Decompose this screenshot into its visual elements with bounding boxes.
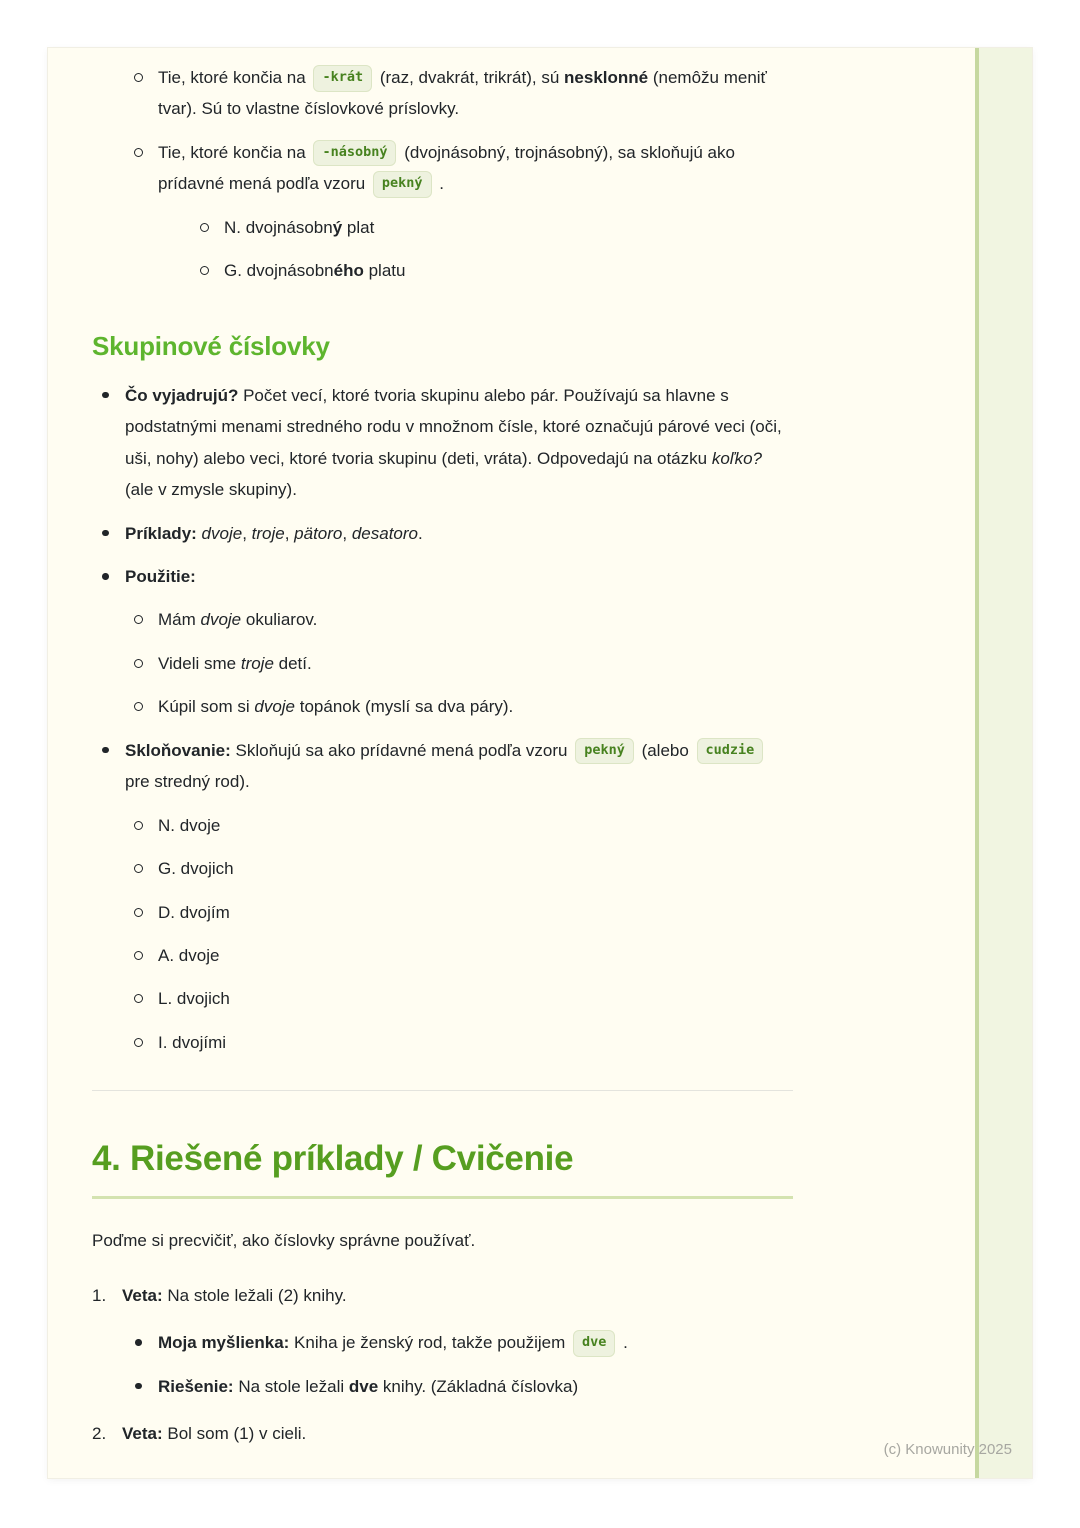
text-run: ý — [332, 217, 343, 237]
list-item — [125, 983, 793, 1014]
decorative-margin-strip — [975, 48, 1032, 1478]
text-run: dve — [348, 1376, 379, 1396]
text-run: platu — [363, 261, 406, 281]
text-run: Skloňovanie: — [125, 740, 231, 760]
exercise-intro-paragraph — [92, 1225, 793, 1256]
text-run: , — [284, 523, 295, 543]
text-run: okuliarov. — [241, 610, 318, 630]
inline-code-badge: dve — [573, 1330, 615, 1357]
list-item-text — [125, 567, 196, 586]
usage-sublist — [125, 604, 793, 722]
list-item — [125, 810, 793, 841]
text-run: nesklonné — [564, 68, 649, 87]
text-run: Čo vyjadrujú? — [125, 385, 239, 405]
list-item — [125, 1371, 793, 1402]
list-item — [125, 940, 793, 971]
text-run: desatoro — [351, 523, 418, 543]
text-run: Počet vecí, ktoré tvoria skupinu alebo pár. Používajú sa hlavne s podstatnými menami stredného rodu v množnom čísle, ktoré označujú párové veci (oči, uši, nohy) alebo veci, ktoré tvoria skupinu (deti, vráta). Odpovedajú na otázku — [125, 385, 782, 468]
inline-code-badge: -krát — [313, 65, 372, 92]
list-item — [92, 561, 793, 723]
inline-code-badge: pekný — [575, 738, 634, 765]
text-run: ého — [333, 261, 364, 281]
document-page — [48, 48, 1032, 1478]
copyright-watermark: (c) Knowunity 2025 — [883, 1441, 1012, 1458]
text-run: Tie, ktoré končia na — [158, 68, 311, 87]
list-number: 1. — [92, 1285, 107, 1305]
text-run: pre stredný rod). — [125, 772, 250, 792]
text-run: Na stole ležali — [233, 1376, 349, 1396]
section-heading-riesene-priklady: 4. Riešené príklady / Cvičenie — [92, 1139, 793, 1198]
list-item — [125, 897, 793, 928]
list-item — [125, 691, 793, 722]
list-item-text — [122, 1424, 306, 1443]
text-run: N. dvoje — [158, 815, 221, 835]
list-item — [125, 648, 793, 679]
exercise-sublist — [125, 1327, 793, 1402]
exercise-ordered-list — [92, 1280, 793, 1450]
text-run: Bol som (1) v cieli. — [162, 1424, 307, 1444]
text-run: dvoje — [201, 523, 243, 543]
list-number: 2. — [92, 1424, 107, 1444]
text-run: Riešenie: — [158, 1376, 234, 1396]
group-numerals-list — [92, 380, 793, 1058]
text-run: koľko? — [711, 448, 762, 468]
list-item — [191, 212, 793, 243]
text-run: I. dvojími — [158, 1032, 227, 1052]
list-item-text — [158, 143, 735, 193]
text-run: dvoje — [200, 610, 242, 630]
list-item — [92, 1280, 793, 1402]
text-run: dvoje — [254, 697, 296, 717]
list-item — [125, 1327, 793, 1358]
text-run: . — [418, 523, 423, 543]
text-run: Videli sme — [158, 653, 241, 673]
text-run: plat — [342, 217, 375, 237]
list-item — [125, 604, 793, 635]
text-run: Príklady: — [125, 523, 197, 543]
text-run: Veta: — [122, 1424, 163, 1444]
text-run: G. dvojich — [158, 859, 234, 879]
text-run: Moja myšlienka: — [158, 1333, 290, 1353]
text-run: Mám — [158, 610, 201, 630]
text-run: , — [242, 523, 252, 543]
text-run: knihy. (Základná číslovka) — [378, 1376, 579, 1396]
text-run: (dvojnásobný, trojnásobný), sa skloňujú ako prídavné mená podľa vzoru — [158, 142, 735, 194]
text-run: (nemôžu meniť tvar). Sú to vlastne číslovkové príslovky. — [158, 68, 767, 119]
declension-sublist — [125, 810, 793, 1059]
text-run: (raz, dvakrát, trikrát), sú — [375, 68, 565, 87]
text-run: Poďme si precvičiť, ako číslovky správne používať. — [92, 1230, 476, 1250]
text-run: pätoro — [294, 523, 343, 543]
text-run: Tie, ktoré končia na — [158, 142, 311, 162]
list-item — [92, 380, 793, 506]
list-item — [125, 853, 793, 884]
inline-code-badge: pekný — [373, 171, 432, 198]
list-item — [125, 137, 793, 287]
list-item — [125, 62, 793, 125]
text-run: troje — [240, 653, 274, 673]
list-item-text — [125, 741, 766, 791]
text-run: L. dvojich — [158, 989, 230, 1009]
inline-code-badge: -násobný — [313, 140, 396, 167]
text-run: . — [434, 174, 445, 194]
intro-bullet-list — [125, 62, 793, 287]
text-run: D. dvojím — [158, 902, 230, 922]
text-run: detí. — [273, 653, 312, 673]
list-item — [92, 735, 793, 1059]
text-run: topánok (myslí sa dva páry). — [295, 697, 514, 717]
text-run: (alebo — [636, 740, 694, 760]
list-item — [191, 255, 793, 286]
text-run: Veta: — [122, 1285, 163, 1305]
inline-code-badge: cudzie — [697, 738, 764, 765]
list-item — [125, 1027, 793, 1058]
list-item — [92, 518, 793, 549]
section-divider — [92, 1090, 793, 1091]
text-run: G. dvojnásobn — [224, 261, 334, 281]
text-run: , — [342, 523, 352, 543]
text-run: Skloňujú sa ako prídavné mená podľa vzoru — [230, 740, 573, 760]
text-run: . — [618, 1333, 628, 1353]
text-run: Kniha je ženský rod, takže použijem — [289, 1333, 570, 1353]
list-item — [92, 1418, 793, 1449]
text-run: Kúpil som si — [158, 697, 255, 717]
declension-sublist — [191, 212, 793, 287]
text-run: troje — [251, 523, 285, 543]
section-heading-skupinove-cislovky: Skupinové číslovky — [92, 330, 330, 361]
text-run: A. dvoje — [158, 945, 220, 965]
text-run: Použitie: — [125, 567, 196, 586]
text-run: N. dvojnásobn — [224, 217, 333, 237]
text-run: Na stole ležali (2) knihy. — [162, 1285, 347, 1305]
document-content — [48, 48, 837, 1450]
text-run: (ale v zmysle skupiny). — [125, 480, 297, 500]
list-item-text — [122, 1286, 347, 1305]
